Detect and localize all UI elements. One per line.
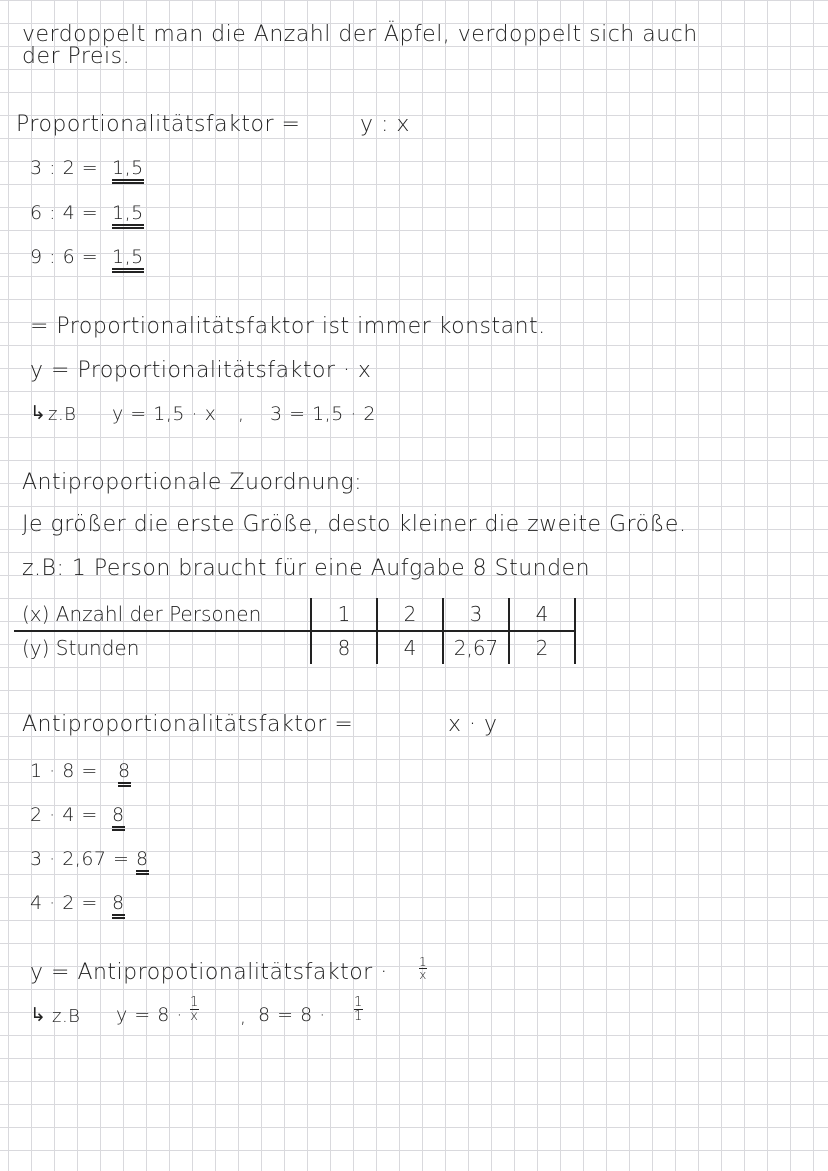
proportional-calc-1-result: 1,5 <box>112 157 144 184</box>
anti-calc-2-result: 8 <box>112 804 125 831</box>
intro-line-2: der Preis. <box>22 44 131 69</box>
proportional-calc-1-expr: 3 : 2 = <box>30 157 99 179</box>
y-value-3: 2,67 <box>443 631 509 664</box>
y-value-4: 2 <box>509 631 575 664</box>
fraction-numerator: 1 <box>190 995 199 1010</box>
anti-calc-3-expr: 3 · 2,67 = <box>30 848 130 870</box>
fraction-numerator: 1 <box>354 995 363 1010</box>
proportional-formula: y = Proportionalitätsfaktor · x <box>30 358 372 383</box>
table-row-y <box>14 631 575 664</box>
proportionality-factor-definition: Proportionalitätsfaktor = <box>16 112 301 137</box>
x-value-4: 4 <box>509 598 575 631</box>
fraction-denominator: 1 <box>354 1009 363 1024</box>
persons-hours-table <box>14 598 576 664</box>
anti-calc-1-result: 8 <box>118 760 131 787</box>
fraction-denominator: x <box>419 968 427 982</box>
antiproportional-rule: Je größer die erste Größe, desto kleiner die zweite Größe. <box>22 512 687 537</box>
antiproportional-example: z.B: 1 Person braucht für eine Aufgabe 8 Stunden <box>22 556 591 581</box>
antiproportionality-factor-expression: x · y <box>448 712 498 737</box>
x-value-2: 2 <box>377 598 443 631</box>
x-value-1: 1 <box>311 598 377 631</box>
x-value-3: 3 <box>443 598 509 631</box>
constant-note: = Proportionalitätsfaktor ist immer konstant. <box>30 314 546 339</box>
antiproportionality-factor-definition: Antiproportionalitätsfaktor = <box>22 712 354 737</box>
fraction-numerator: 1 <box>419 955 428 969</box>
proportionality-factor-expression: y : x <box>360 112 410 137</box>
proportional-example-formula: y = 1,5 · x <box>112 403 217 425</box>
proportional-calc-2-result: 1,5 <box>112 202 144 229</box>
anti-example-fraction-2 <box>354 996 363 1023</box>
anti-example-fraction-1 <box>190 996 199 1023</box>
anti-example-label: z.B <box>52 1006 81 1027</box>
anti-calc-1-expr: 1 · 8 = <box>30 760 98 782</box>
proportional-example-separator: , <box>238 403 245 425</box>
anti-example-separator: , <box>240 1006 247 1028</box>
row-y-label: (y) Stunden <box>14 631 311 664</box>
antiproportional-formula: y = Antipropotionalitätsfaktor · <box>30 960 388 985</box>
antiproportional-heading: Antiproportionale Zuordnung: <box>22 470 362 495</box>
formula-fraction <box>419 956 427 981</box>
anti-calc-2-expr: 2 · 4 = <box>30 804 98 826</box>
proportional-example-label: z.B <box>48 404 77 425</box>
return-arrow-icon: ↳ <box>30 402 47 424</box>
anti-example-formula: y = 8 · <box>116 1004 183 1026</box>
fraction-denominator: x <box>190 1009 199 1024</box>
proportional-calc-3-result: 1,5 <box>112 246 144 273</box>
row-x-label: (x) Anzahl der Personen <box>14 598 311 631</box>
proportional-example-calc: 3 = 1,5 · 2 <box>270 403 377 425</box>
table-row-x <box>14 598 575 631</box>
y-value-1: 8 <box>311 631 377 664</box>
return-arrow-icon: ↳ <box>30 1004 47 1026</box>
intro-line-1: verdoppelt man die Anzahl der Äpfel, verdoppelt sich auch <box>22 22 698 47</box>
proportional-calc-2-expr: 6 : 4 = <box>30 202 99 224</box>
anti-calc-4-result: 8 <box>112 892 125 919</box>
y-value-2: 4 <box>377 631 443 664</box>
anti-example-calc: 8 = 8 · <box>258 1004 326 1026</box>
anti-calc-3-result: 8 <box>136 848 149 875</box>
anti-calc-4-expr: 4 · 2 = <box>30 892 98 914</box>
proportional-calc-3-expr: 9 : 6 = <box>30 246 99 268</box>
